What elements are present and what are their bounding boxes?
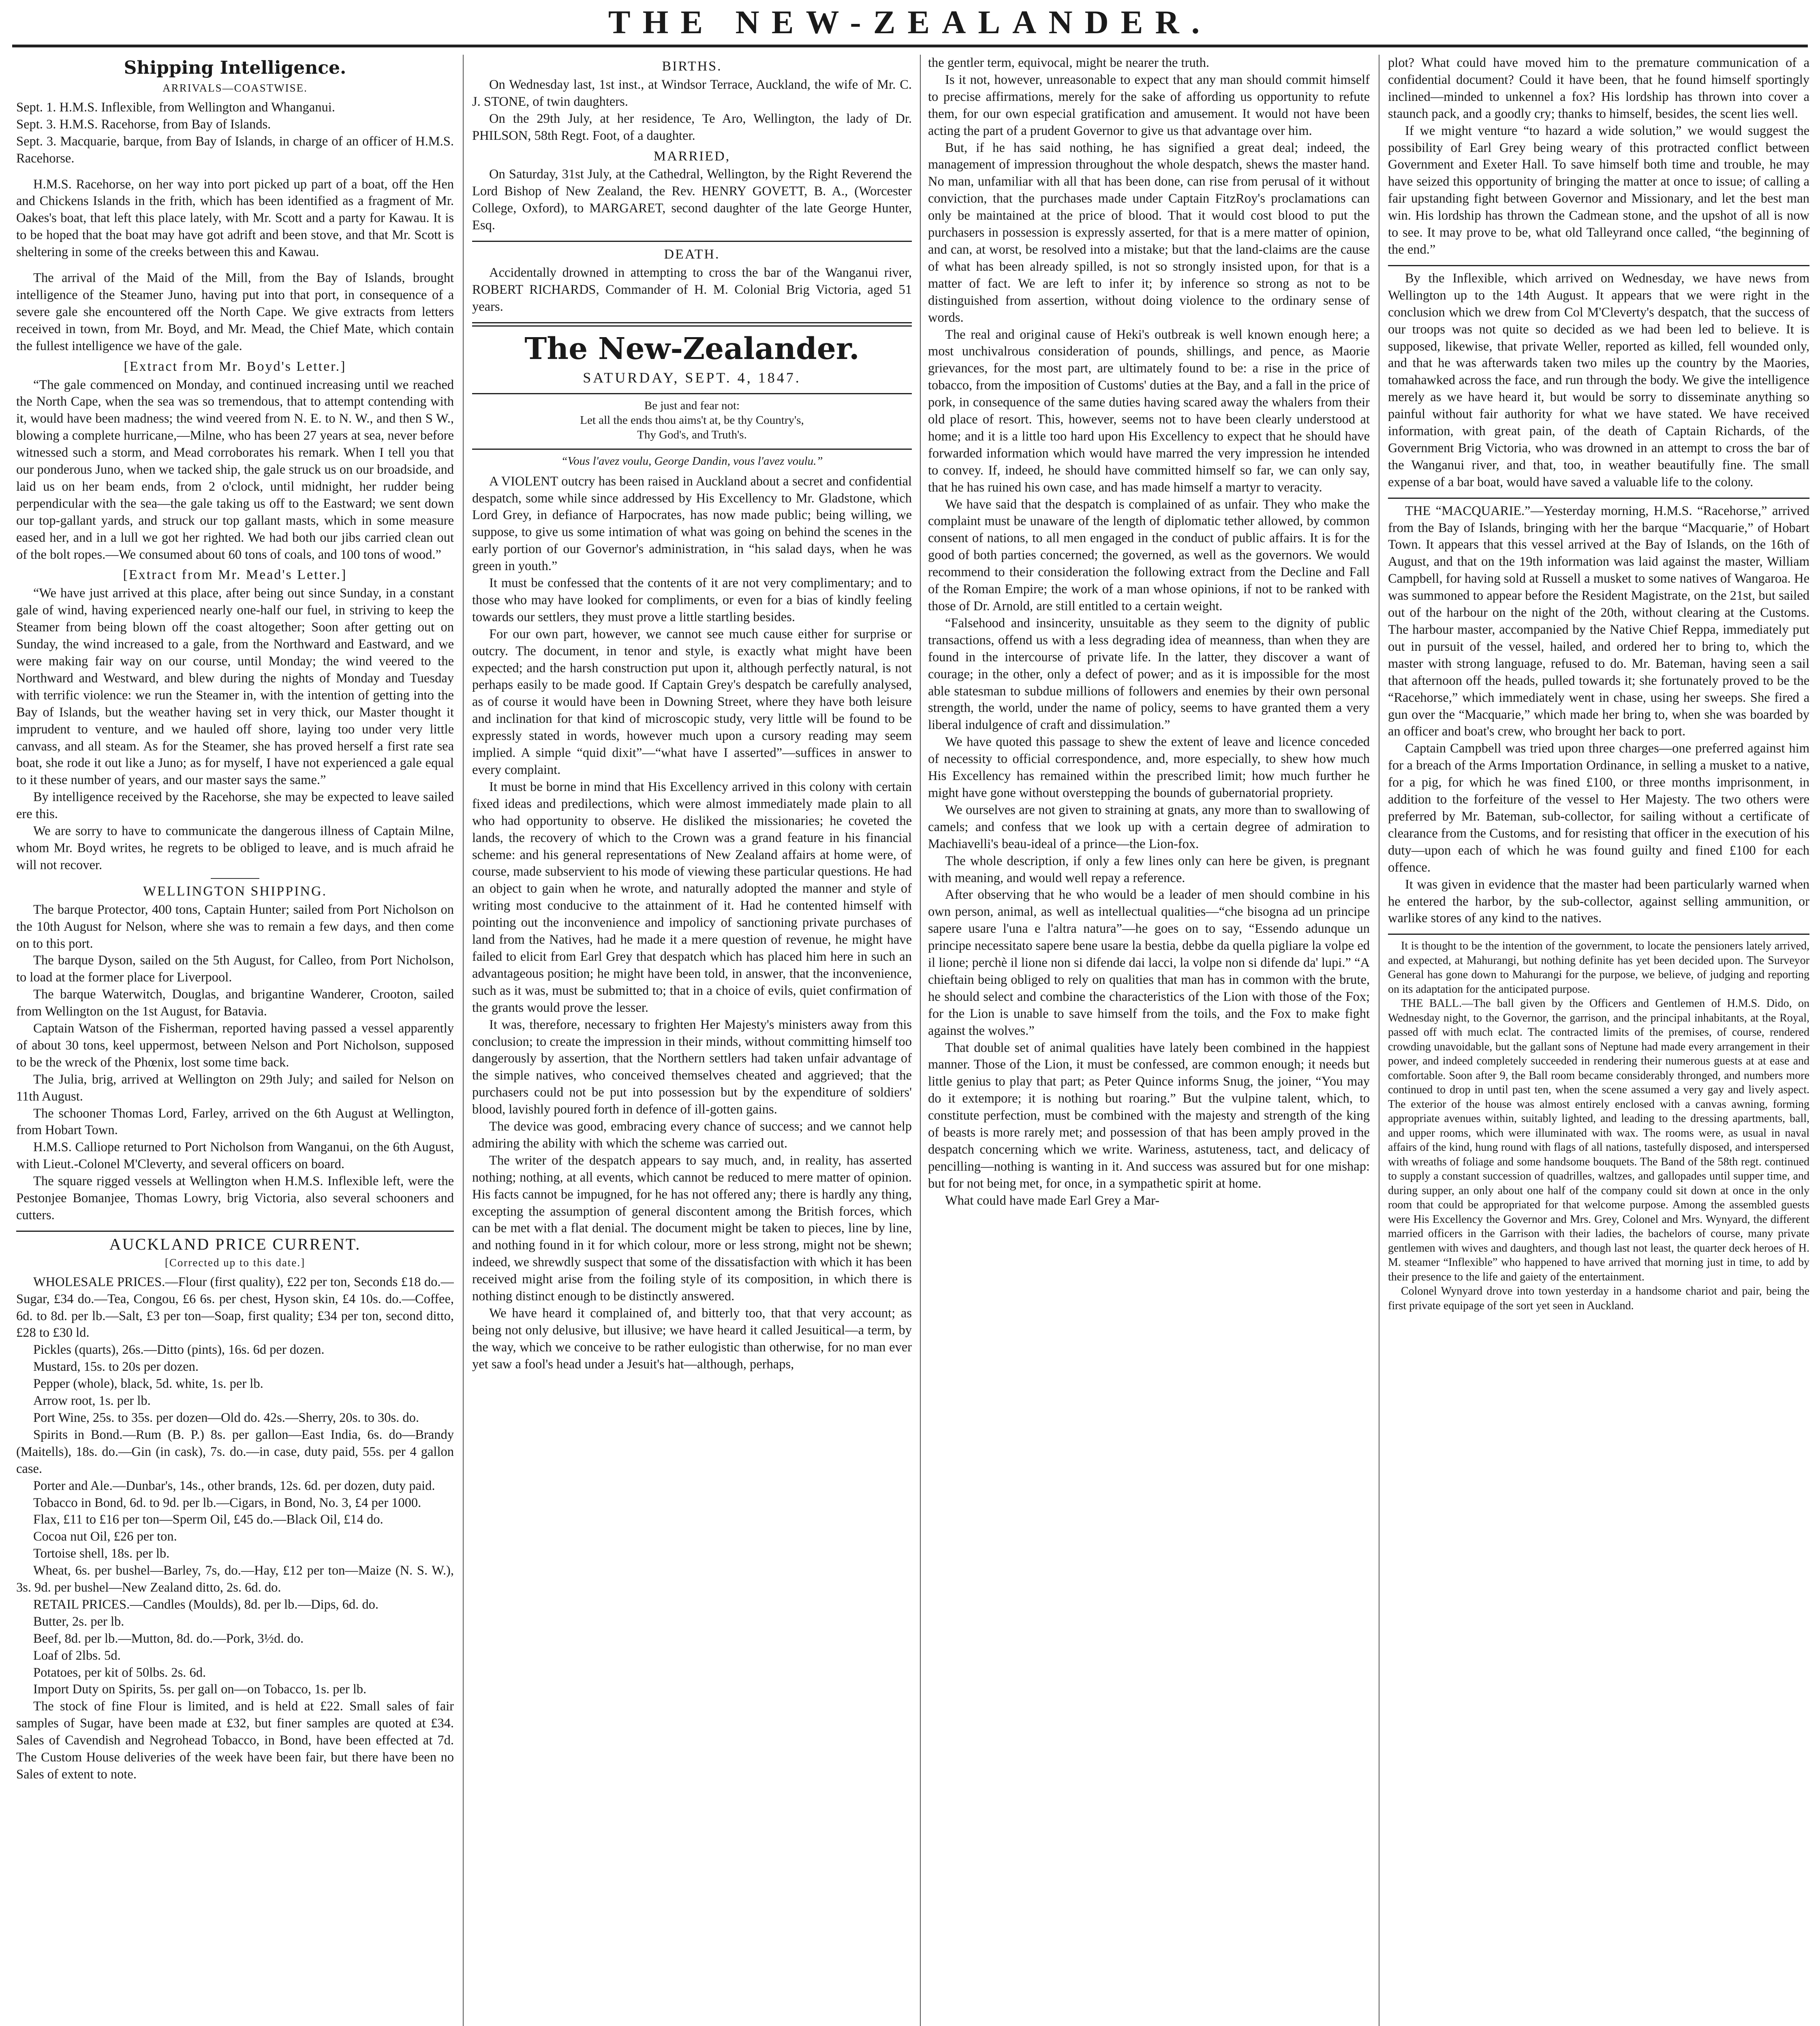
editorial-paragraph: For our own part, however, we cannot see much cause either for surprise or outcry. The document, in tenor and style, is exactly what might have been expected; and the harsh construction put upon it, although perfectly natural, is not perhaps easily to be made good. If Captain Grey's despatch be carefully analysed, as of course it would have been in Downing Street, where they have both leisure and inclination for that kind of microscopic study, very little will be found to be expressly stated in words, however much upon a cursory reading may seem implied. A simple “quid dixit”—“what have I asserted”—suffices in answer to every complaint. <box>472 626 912 777</box>
death-notice: Accidentally drowned in attempting to cross the bar of the Wanganui river, ROBERT RICHARDS, Commander of H. M. Colonial Brig Victoria, aged 51 years. <box>472 265 912 314</box>
price-item: Tobacco in Bond, 6d. to 9d. per lb.—Cigars, in Bond, No. 3, £4 per 1000. <box>33 1495 421 1510</box>
news-paragraph: By intelligence received by the Racehorse, she may be expected to leave sailed ere this. <box>16 790 454 822</box>
birth-notice: On the 29th July, at her residence, Te Aro, Wellington, the lady of Dr. PHILSON, 58th Regt. Foot, of a daughter. <box>472 111 912 143</box>
news-paragraph: The arrival of the Maid of the Mill, from the Bay of Islands, brought intelligence of the Steamer Juno, having put into that port, in consequence of a severe gale she encountered off the North Cape. We give extracts from letters received in town, from Mr. Boyd, and Mr. Mead, the Chief Mate, which contain the fullest intelligence we have of the gale. <box>16 271 454 353</box>
editorial-paragraph: The real and original cause of Heki's outbreak is well known enough here; a most unchivalrous consideration of pounds, shillings, and pence, as Maorie grievances, for the most part, are ultimately found to be: a rise in the price of tobacco, from the imposition of Customs' duties at the Bay, and a fall in the price of pork, in consequence of the same duties having scared away the whalers from their old place of resort. This, however, seems not to have been clearly understood at home; and it is a little too hard upon His Excellency to expect that he should have forwarded information which would have marred the very impression he intended to convey. If, indeed, he should have committed himself so far, we can only say, that he has ruined his own case, and has made himself a martyr to veracity. <box>928 327 1370 495</box>
editorial-paragraph: That double set of animal qualities have lately been combined in the happiest manner. Those of the Lion, it must be confessed, are common enough; it needs but little genius to play that part; as Peter Quince informs Snug, the joiner, “You may do it extempore; it is nothing but roaring.” But the vulpine talent, which, to constitute perfection, must be combined with the majesty and strength of the king of beasts is more rarely met; and possession of that has been amply proved in the despatch concerning which we write. Wariness, astuteness, tact, and delicacy of pencilling—nothing is wanting in it. And success was assured but for one mishap: but for not being met, for once, in a sympathetic spirit at home. <box>928 1040 1370 1191</box>
news-paragraph: Colonel Wynyard drove into town yesterday in a handsome chariot and pair, being the first private equipage of the sort yet seen in Auckland. <box>1388 1285 1809 1312</box>
price-item: Mustard, 15s. to 20s per dozen. <box>33 1359 199 1374</box>
editorial-paragraph: A VIOLENT outcry has been raised in Auckland about a secret and confidential despatch, some while since addressed by His Excellency to Mr. Gladstone, which Lord Grey, in defiance of Harpocrates, has now made public; being willing, we suppose, to give us some intimation of what was going on behind the scenes in the early portion of our Governor's administration, in “his salad days, when he was green in youth.” <box>472 474 912 574</box>
divider <box>472 449 912 450</box>
shipping-item: Captain Watson of the Fisherman, reported having passed a vessel apparently of about 30 tons, keel uppermost, between Nelson and Port Nicholson, supposed to be the wreck of the Phœnix, lost some time back. <box>16 1021 454 1070</box>
news-paragraph: It is thought to be the intention of the government, to locate the pensioners lately arrived, and expected, at Mahurangi, but nothing definite has yet been decided upon. The Surveyor General has gone down to Mahurangi for the purpose, we believe, of judging and reporting on its adaptation for the anticipated purpose. <box>1388 940 1809 996</box>
news-paragraph: THE “MACQUARIE.”—Yesterday morning, H.M.S. “Racehorse,” arrived from the Bay of Islands, bringing with her the barque “Macquarie,” of Hobart Town. It appears that this vessel arrived at the Bay of Islands, on the 16th of August, and that on the 19th information was laid against the master, William Campbell, for having sold at Russell a musket to some natives of Wangaroa. He was summoned to appear before the Resident Magistrate, on the 21st, but sailed out of the harbour on the night of the 20th, without clearing at the Customs. The harbour master, accompanied by the Native Chief Reppa, immediately put out in pursuit of the vessel, hailed, and ordered her to bring to, which the master with strong language, refused to do. Mr. Bateman, having seen a sail that afternoon off the heads, pulled towards it; she fortunately proved to be the “Racehorse,” which immediately went in chase, using her sweeps. She fired a gun over the “Macquarie,” which made her bring to, when she was boarded by an officer and boat's crew, who brought her back to port. <box>1388 503 1809 739</box>
shipping-item: The barque Waterwitch, Douglas, and brigantine Wanderer, Crooton, sailed from Wellington on the 1st August, for Batavia. <box>16 987 454 1019</box>
masthead-rule <box>12 45 1808 47</box>
price-item: Pepper (whole), black, 5d. white, 1s. per lb. <box>33 1376 263 1391</box>
shipping-header: Shipping Intelligence. <box>124 58 346 78</box>
price-item: Spirits in Bond.—Rum (B. P.) 8s. per gallon—East India, 6s. do—Brandy (Maitells), 18s. do.—Gin (in cask), 7s. do.—in case, duty paid, 55s. per 4 gallon case. <box>16 1427 454 1476</box>
price-item: Beef, 8d. per lb.—Mutton, 8d. do.—Pork, 3½d. do. <box>33 1631 304 1646</box>
mead-letter: “We have just arrived at this place, after being out since Sunday, in a constant gale of wind, having experienced nearly one-half our fuel, in striving to keep the Steamer from being blown off the coast altogether; Soon after getting out on Sunday, the wind increased to a gale, from the Northward and Eastward, and we were making fair way on our course, until Monday; the wind veered to the Northward and Westward, and blew during the nights of Monday and Tuesday with terrific violence: we run the Steamer in, with the intention of getting into the Bay of Islands, but the weather having set in very thick, our Master thought it imprudent to venture, and we hauled off shore, laying too under very little canvass, and all steam. As for the Steamer, she has proved herself a first rate sea boat, she rode it out like a Juno; as for myself, I have not experienced a gale equal to it these number of years, and our master says the same.” <box>16 586 454 788</box>
news-paragraph: Captain Campbell was tried upon three charges—one preferred against him for a breach of the Arms Importation Ordinance, in selling a musket to a native, for a pig, for which he was fined £100, or three months imprisonment, in addition to the forfeiture of the vessel to Her Majesty. The two others were preferred by Mr. Bateman, sub-collector, for sailing without a certificate of clearance from the Customs, and for resisting that officer in the execution of his duty—upon each of which he was found guilty and fined £100 for each offence. <box>1388 741 1809 875</box>
editorial-paragraph: But, if he has said nothing, he has signified a great deal; indeed, the management of impression throughout the whole despatch, shews the master hand. No man, unfamiliar with all that has been done, can rise from perusal of it without conviction, that the purchases made under Captain FitzRoy's proclamations can only be maintained at the price of blood. That it would cost blood to put the purchasers in possession is expressly asserted, for that is a mere matter of opinion, and can, at worst, be resolved into a mistake; but that the land-claims are the cause of what has been already spilled, is not so strongly insisted upon, for that is a matter of fact. We are left to infer it; by inference so strong as not to be distinguished from assertion, without doing violence to the ordinary sense of words. <box>928 140 1370 325</box>
price-item: Wheat, 6s. per bushel—Barley, 7s, do.—Hay, £12 per ton—Maize (N. S. W.), 3s. 9d. per bushel—New Zealand ditto, 2s. 6d. do. <box>16 1563 454 1595</box>
editorial-paragraph: We have heard it complained of, and bitterly too, that that very account; as being not only delusive, but illusive; we have heard it called Jesuitical—a term, by the way, which we conceive to be rather eulogistic than otherwise, for no man ever yet saw a fool's head under a Jesuit's hat—although, perhaps, <box>472 1306 912 1372</box>
editorial-paragraph: The device was good, embracing every chance of success; and we cannot help admiring the ability with which the scheme was carried out. <box>472 1119 912 1151</box>
shipping-item: H.M.S. Calliope returned to Port Nicholson from Wanganui, on the 6th August, with Lieut.-Colonel M'Cleverty, and several officers on board. <box>16 1140 454 1172</box>
issue-date: SATURDAY, SEPT. 4, 1847. <box>583 369 801 386</box>
price-item: RETAIL PRICES.—Candles (Moulds), 8d. per lb.—Dips, 6d. do. <box>33 1597 379 1612</box>
editorial-quote: “Falsehood and insincerity, unsuitable as they seem to the dignity of public transactions, offend us with a less degrading idea of meanness, than when they are found in the intercourse of private life. In the latter, they discover a want of courage; in the other, only a defect of power; and as it is impossible for the most able statesman to subdue millions of followers and enemies by their own personal strength, the world, under the name of policy, seems to have granted them a very liberal indulgence of craft and dissimulation.” <box>928 615 1370 733</box>
arrival-item: Sept. 1. H.M.S. Inflexible, from Wellington and Whanganui. <box>16 100 335 115</box>
column-3 <box>928 55 1370 2026</box>
boyd-letter-header: [Extract from Mr. Boyd's Letter.] <box>124 359 346 374</box>
price-item: Potatoes, per kit of 50lbs. 2s. 6d. <box>33 1665 206 1680</box>
editorial-paragraph: plot? What could have moved him to the premature communication of a confidential document? Could it have been, that he found himself sportingly inclined—minded to unkennel a fox? His lordship has thrown into cover a staunch pack, and a goodly cry; thanks to himself, besides, the scent lies well. <box>1388 56 1809 121</box>
arrival-item: Sept. 3. Macquarie, barque, from Bay of Islands, in charge of an officer of H.M.S. Racehorse. <box>16 134 454 166</box>
motto-line: Thy God's, and Truth's. <box>637 428 747 441</box>
price-item: WHOLESALE PRICES.—Flour (first quality), £22 per ton, Seconds £18 do.—Sugar, £34 do.—Tea, Congou, £6 6s. per chest, Hyson skin, £4 10s. do.—Coffee, 6d. to 8d. per lb.—Salt, £3 per ton—Soap, first quality; £34 per ton, second ditto, £28 to £30 ld. <box>16 1274 454 1340</box>
price-item: Port Wine, 25s. to 35s. per dozen—Old do. 42s.—Sherry, 20s. to 30s. do. <box>33 1410 419 1425</box>
editorial-paragraph: Is it not, however, unreasonable to expect that any man should commit himself to precise affirmations, merely for the sake of affording us opportunity to refute them, for our own especial gratification and amusement. It would not have been acting the part of a prudent Governor to give us that advantage over him. <box>928 72 1370 138</box>
editorial-paragraph: If we might venture “to hazard a wide solution,” we would suggest the possibility of Earl Grey being weary of this protracted conflict between Government and Exeter Hall. To save himself both time and trouble, he may have seized this opportunity of bringing the matter at once to issue; of calling a fair upstanding fight between Governor and Missionary, and let the best man win. His lordship has thrown the Cadmean stone, and the upshot of all is now to see. It may prove to be, what old Talleyrand once called, “the beginning of the end.” <box>1388 123 1809 257</box>
editorial-paragraph: the gentler term, equivocal, might be nearer the truth. <box>928 56 1209 70</box>
price-item: Pickles (quarts), 26s.—Ditto (pints), 16s. 6d per dozen. <box>33 1342 325 1357</box>
arrival-item: Sept. 3. H.M.S. Racehorse, from Bay of Islands. <box>16 117 271 132</box>
epigraph-quote: “Vous l'avez voulu, George Dandin, vous l'avez voulu.” <box>561 454 823 468</box>
editorial-paragraph: We have quoted this passage to shew the extent of leave and licence conceded of necessity to official correspondence, and, more especially, to shew how much His Excellency has remained within the prescribed limit; how much further he might have gone without overstepping the bounds of gubernatorial propriety. <box>928 735 1370 800</box>
column-2 <box>472 55 912 2026</box>
news-paragraph: It was given in evidence that the master had been particularly warned when he entered the harbor, by the sub-collector, against selling ammunition, or warlike stores of any kind to the natives. <box>1388 877 1809 926</box>
editorial-paragraph: It was, therefore, necessary to frighten Her Majesty's ministers away from this conclusion; to create the impression in their minds, without committing himself too dangerously by assertion, that the Northern settlers had taken unfair advantage of the simple natives, who conceived themselves cheated and aggrieved; that the purchasers could not be put into possession but by the expenditure of soldiers' blood, lavishly poured forth in defence of ill-gotten gains. <box>472 1017 912 1117</box>
masthead <box>0 0 1820 53</box>
column-rule <box>463 55 464 2026</box>
price-item: Arrow root, 1s. per lb. <box>33 1393 151 1408</box>
price-item: Porter and Ale.—Dunbar's, 14s., other brands, 12s. 6d. per dozen, duty paid. <box>33 1478 435 1493</box>
shipping-item: The Julia, brig, arrived at Wellington on 29th July; and sailed for Nelson on 11th August. <box>16 1072 454 1104</box>
price-item: Tortoise shell, 18s. per lb. <box>33 1546 170 1561</box>
newspaper-title: THE NEW-ZEALANDER. <box>608 4 1212 41</box>
births-header: BIRTHS. <box>662 59 722 74</box>
birth-notice: On Wednesday last, 1st inst., at Windsor Terrace, Auckland, the wife of Mr. C. J. STONE, of twin daughters. <box>472 77 912 109</box>
shipping-item: The barque Protector, 400 tons, Captain Hunter; sailed from Port Nicholson on the 10th August for Nelson, where she was to remain a few days, and then come on to this port. <box>16 902 454 951</box>
divider <box>472 393 912 394</box>
married-header: MARRIED, <box>653 148 731 164</box>
divider <box>16 1231 454 1232</box>
price-item: Loaf of 2lbs. 5d. <box>33 1648 121 1663</box>
divider <box>1388 934 1809 935</box>
price-current-header: AUCKLAND PRICE CURRENT. <box>109 1235 361 1253</box>
price-item: Cocoa nut Oil, £26 per ton. <box>33 1529 177 1544</box>
editorial-paragraph: The whole description, if only a few lines only can here be given, is pregnant with meaning, and would well repay a reference. <box>928 853 1370 885</box>
boyd-letter: “The gale commenced on Monday, and continued increasing until we reached the North Cape, when the sea was so tremendous, that to attempt contending with it, would have been madness; the wind veered from N. E. to N. W., and then S W., blowing a complete hurricane,—Milne, who has been 27 years at sea, never before witnessed such a storm, and Mead corroborates his remark. When I tell you that our ponderous Juno, when we tacked ship, the gale struck us on our broadside, and laid us on her beam ends, from 2 o'clock, until midnight, her rudder being perpendicular with the sea—the gale taking us off to the Eastward; we sent down our top-gallant yards, and struck our top gallant masts, which in some measure eased her, and in a lull we got her righted. We had both our jibs carried clean out of the bolt ropes.—We consumed about 60 tons of coals, and 100 tons of wood.” <box>16 377 454 562</box>
column-1 <box>16 55 454 2026</box>
price-item: Import Duty on Spirits, 5s. per gall on—on Tobacco, 1s. per lb. <box>33 1682 367 1697</box>
divider <box>472 241 912 242</box>
motto-line: Let all the ends thou aims't at, be thy Country's, <box>580 413 804 427</box>
wellington-shipping-header: WELLINGTON SHIPPING. <box>143 883 327 899</box>
column-4 <box>1388 55 1809 2026</box>
column-rule <box>920 55 921 2026</box>
news-paragraph: By the Inflexible, which arrived on Wednesday, we have news from Wellington up to the 14th August. It appears that we were right in the conclusion which we drew from Col M'Cleverty's despatch, that the success of our troops was not quite so decided as we had been led to believe. It is supposed, likewise, that private Weller, reported as killed, fell wounded only, and that he was afterwards taken two miles up the country by the Maories, tomahawked across the face, and run through the body. We give the intelligence merely as we have heard it, but would be sorry to disseminate anything so painful without fair authority for what we have stated. We have received information, with great pain, of the death of Captain Richards, of the Government Brig Victoria, who was drowned in an attempt to cross the bar of the Wanganui river, and that, too, in weather beautifully fine. The small expense of a bar boat, would have saved a valuable life to the colony. <box>1388 271 1809 489</box>
editorial-paragraph: The writer of the despatch appears to say much, and, in reality, has asserted nothing; nothing, at all events, which cannot be reduced to mere matter of opinion. His facts cannot be impugned, for he has not offered any; there is hardly any thing, excepting the assumption of general discontent among the British forces, which can be met with a flat denial. The document might be taken to pieces, line by line, and nothing found in it for which colour, more or less strong, might not be shewn; indeed, we shrewdly suspect that some of the dissatisfaction with which it has been received might arise from the foiling style of its composition, in which there is nothing distinct enough to be distinctly answered. <box>472 1153 912 1304</box>
editorial-paragraph: It must be borne in mind that His Excellency arrived in this colony with certain fixed ideas and predilections, which were almost immediately made plain to all who had opportunity to observe. He disliked the missionaries; he coveted the lands, the recovery of which to the Crown was a grand feature in his financial scheme: and his general representations of New Zealand affairs at home were, of course, made subservient to his mode of viewing these particular questions. He had an object to gain when he wrote, and naturally adopted the manner and style of writing most conducive to the attainment of it. Had he contented himself with pointing out the inconvenience and impolicy of sanctioning private purchases of land from the Natives, had he made it a mere question of revenue, he might have failed to elicit from Earl Grey that despatch which has placed him here in such an advantageous position; he might have been told, in answer, that the inconvenience, such as it was, must be submitted to; that in a choice of evils, quiet confirmation of the grants would prove the lesser. <box>472 779 912 1015</box>
editorial-paragraph: What could have made Earl Grey a Mar- <box>945 1193 1160 1208</box>
price-item: The stock of fine Flour is limited, and is held at £22. Small sales of fair samples of Sugar, have been made at £32, but finer samples are quoted at £34. Sales of Cavendish and Negrohead Tobacco, in Bond, have been effected at 7d. The Custom House deliveries of the week have been fair, but there have been no Sales of extent to note. <box>16 1699 454 1782</box>
editorial-banner: The New-Zealander. <box>524 331 860 366</box>
editorial-paragraph: After observing that he who would be a leader of men should combine in his own person, animal, as well as intellectual qualities—“che bisogna ad un principe sapere usare l'una e l'altra natura”—he goes on to say, “Essendo adunque un principe necessitato sapere bene usare la bestia, debbe da quella pigliare la volpe ed il lione; perchè il lione non si difende dai lacci, la volpe non si difende da' lupi.” “A chieftain being obliged to rely on qualities that man has in common with the brute, he should select and combine the characteristics of the Lion with those of the Fox; for the Lion is unable to save himself from the toils, and the Fox to make fight against the wolves.” <box>928 887 1370 1038</box>
shipping-item: The schooner Thomas Lord, Farley, arrived on the 6th August at Wellington, from Hobart Town. <box>16 1106 454 1138</box>
shipping-item: The square rigged vessels at Wellington when H.M.S. Inflexible left, were the Pestonjee Bomanjee, Thomas Lowry, brig Victoria, also several schooners and cutters. <box>16 1174 454 1222</box>
editorial-paragraph: We ourselves are not given to straining at gnats, any more than to swallowing of camels; and confess that we look up with a certain degree of admiration to Machiavelli's beau-ideal of a prince—the Lion-fox. <box>928 802 1370 851</box>
motto-line: Be just and fear not: <box>644 399 740 412</box>
news-paragraph: We are sorry to have to communicate the dangerous illness of Captain Milne, whom Mr. Boyd writes, he regrets to be obliged to leave, and is much afraid he will not recover. <box>16 824 454 872</box>
editorial-paragraph: We have said that the despatch is complained of as unfair. They who make the complaint must be unaware of the length of diplomatic tether allowed, by common consent of nations, to all men engaged in the conduct of public affairs. It is for the good of both parties concerned; the governed, as well as the governors. We would recommend to their consideration the following extract from the Decline and Fall of the Roman Empire; the work of a man whose opinions, if not to be ranked with those of Dr. Arnold, are still entitled to a certain weight. <box>928 497 1370 613</box>
shipping-item: The barque Dyson, sailed on the 5th August, for Calleo, from Port Nicholson, to load at the former place for Liverpool. <box>16 953 454 985</box>
price-item: Butter, 2s. per lb. <box>33 1614 124 1629</box>
news-paragraph: H.M.S. Racehorse, on her way into port picked up part of a boat, off the Hen and Chickens Islands in the frith, which has been identified as a fragment of Mr. Oakes's boat, that left this place lately, with Mr. Scott and a party for Kawau. It is to be hoped that the boat may have got adrift and been stove, and that Mr. Scott is sheltering in some of the creeks between this and Kawau. <box>16 177 454 260</box>
mead-letter-header: [Extract from Mr. Mead's Letter.] <box>123 567 347 583</box>
divider <box>472 322 912 327</box>
price-item: Flax, £11 to £16 per ton—Sperm Oil, £45 do.—Black Oil, £14 do. <box>33 1512 383 1527</box>
death-header: DEATH. <box>664 247 720 262</box>
divider <box>211 878 259 879</box>
price-current-subheader: [Corrected up to this date.] <box>165 1256 306 1269</box>
marriage-notice: On Saturday, 31st July, at the Cathedral, Wellington, by the Right Reverend the Lord Bishop of New Zealand, the Rev. HENRY GOVETT, B. A., (Worcester College, Oxford), to MARGARET, second daughter of the late George Hunter, Esq. <box>472 167 912 233</box>
editorial-paragraph: It must be confessed that the contents of it are not very complimentary; and to those who may have looked for compliments, or even for a bias of kindly feeling towards our settlers, they must prove a little startling besides. <box>472 576 912 624</box>
divider <box>1388 265 1809 266</box>
divider <box>1388 498 1809 499</box>
shipping-subheader: ARRIVALS—COASTWISE. <box>163 82 308 94</box>
news-paragraph: THE BALL.—The ball given by the Officers and Gentlemen of H.M.S. Dido, on Wednesday night, to the Governor, the garrison, and the principal inhabitants, at the Royal, passed off with much eclat. The contracted limits of the premises, of course, rendered crowding unavoidable, but the gallant sons of Neptune had made every arrangement in their power, and indeed completely succeeded in rendering their numerous guests at at ease and comfortable. Soon after 9, the Ball room became considerably thronged, and numbers more continued to drop in until past ten, when the scene assumed a very gay and lively aspect. The exterior of the house was almost entirely enclosed with a canvas awning, forming appropriate avenues within, suitably lighted, and leading to the dressing apartments, ball, and upper rooms, which were illuminated with wax. The rooms were, as usual in naval affairs of the kind, hung round with flags of all nations, tastefully disposed, and interspersed with wreaths of foliage and some handsome bouquets. The Band of the 58th regt. continued to supply a constant succession of quadrilles, waltzes, and gallopades until supper time, and during supper, an only about one half of the company could sit down at once in the only room that could be appropriated for that welcome purpose. Among the assembled guests were His Excellency the Governor and Mrs. Grey, Colonel and Mrs. Wynyard, the different married officers in the Garrison with their ladies, the bachelors of course, many private gentlemen with wives and daughters, and though last not least, the quarter deck heroes of H. M. steamer “Inflexible” who happened to have arrived that morning just in time, to add by their presence to the life and gaiety of the entertainment. <box>1388 997 1809 1283</box>
